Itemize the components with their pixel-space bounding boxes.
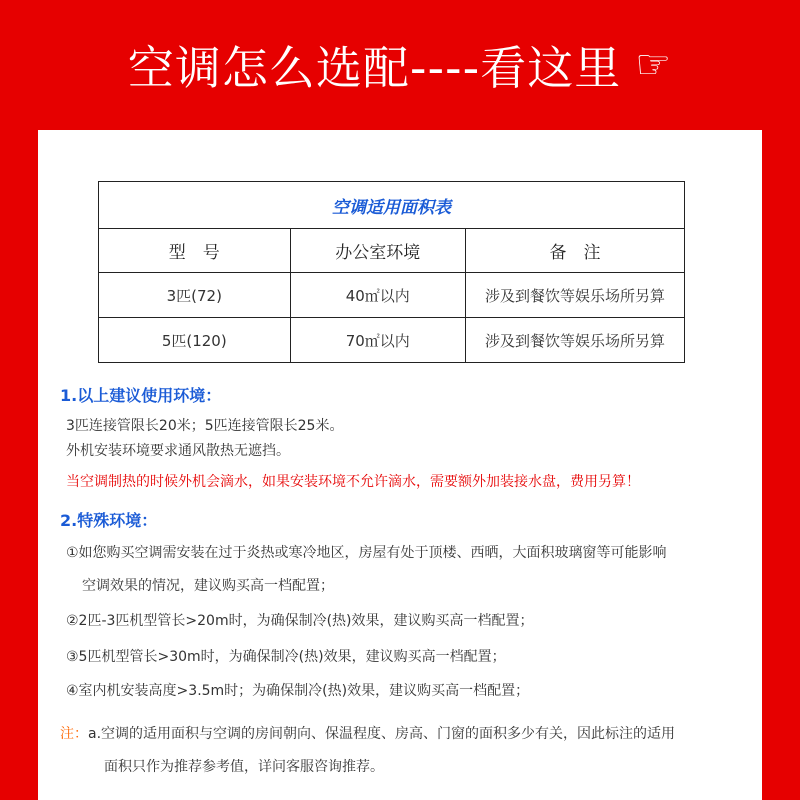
page-title [128,32,672,98]
table-header-remark: 备 注 [466,229,685,273]
table-title: 空调适用面积表 [99,182,685,229]
table-row [99,273,685,318]
page-title-text: 空调怎么选配----看这里 [127,41,622,95]
table-header-model: 型 号 [99,229,291,273]
table-header-office: 办公室环境 [290,229,465,273]
area-table [98,181,685,363]
section1-title: 1.以上建议使用环境： [60,386,222,405]
section1-warning: 当空调制热的时候外机会滴水，如果安装环境不允许滴水，需要额外加装接水盘，费用另算！ [66,474,640,490]
section1-line: 外机安装环境要求通风散热无遮挡。 [66,443,290,459]
header-banner [0,0,800,130]
section2-item: ④室内机安装高度>3.5m时；为确保制冷(热)效果，建议购买高一档配置； [66,683,530,699]
table-cell-model: 5匹(120) [99,318,291,363]
section2-title: 2.特殊环境： [60,511,158,530]
section2-item: ③5匹机型管长>30m时，为确保制冷(热)效果，建议购买高一档配置； [66,649,506,665]
table-cell-area: 70㎡以内 [290,318,465,363]
table-cell-area: 40㎡以内 [290,273,465,318]
section2-item: 空调效果的情况，建议购买高一档配置； [82,578,334,594]
note-line1 [60,723,675,743]
table-header-row [99,229,685,273]
section2-item: ①如您购买空调需安装在过于炎热或寒冷地区，房屋有处于顶楼、西晒，大面积玻璃窗等可能影响 [66,545,667,561]
section2-item: ②2匹-3匹机型管长>20m时，为确保制冷(热)效果，建议购买高一档配置； [66,613,534,629]
section1-line: 3匹连接管限长20米；5匹连接管限长25米。 [66,418,344,434]
pointing-hand-icon: ☞ [635,42,673,88]
table-cell-model: 3匹(72) [99,273,291,318]
note-text: a.空调的适用面积与空调的房间朝向、保温程度、房高、门窗的面积多少有关，因此标注的适用 [88,726,676,742]
note-label: 注： [60,726,88,742]
table-cell-remark: 涉及到餐饮等娱乐场所另算 [466,318,685,363]
content-panel [38,130,762,800]
table-cell-remark: 涉及到餐饮等娱乐场所另算 [466,273,685,318]
table-row [99,318,685,363]
note-line2: 面积只作为推荐参考值，详问客服咨询推荐。 [104,759,384,775]
